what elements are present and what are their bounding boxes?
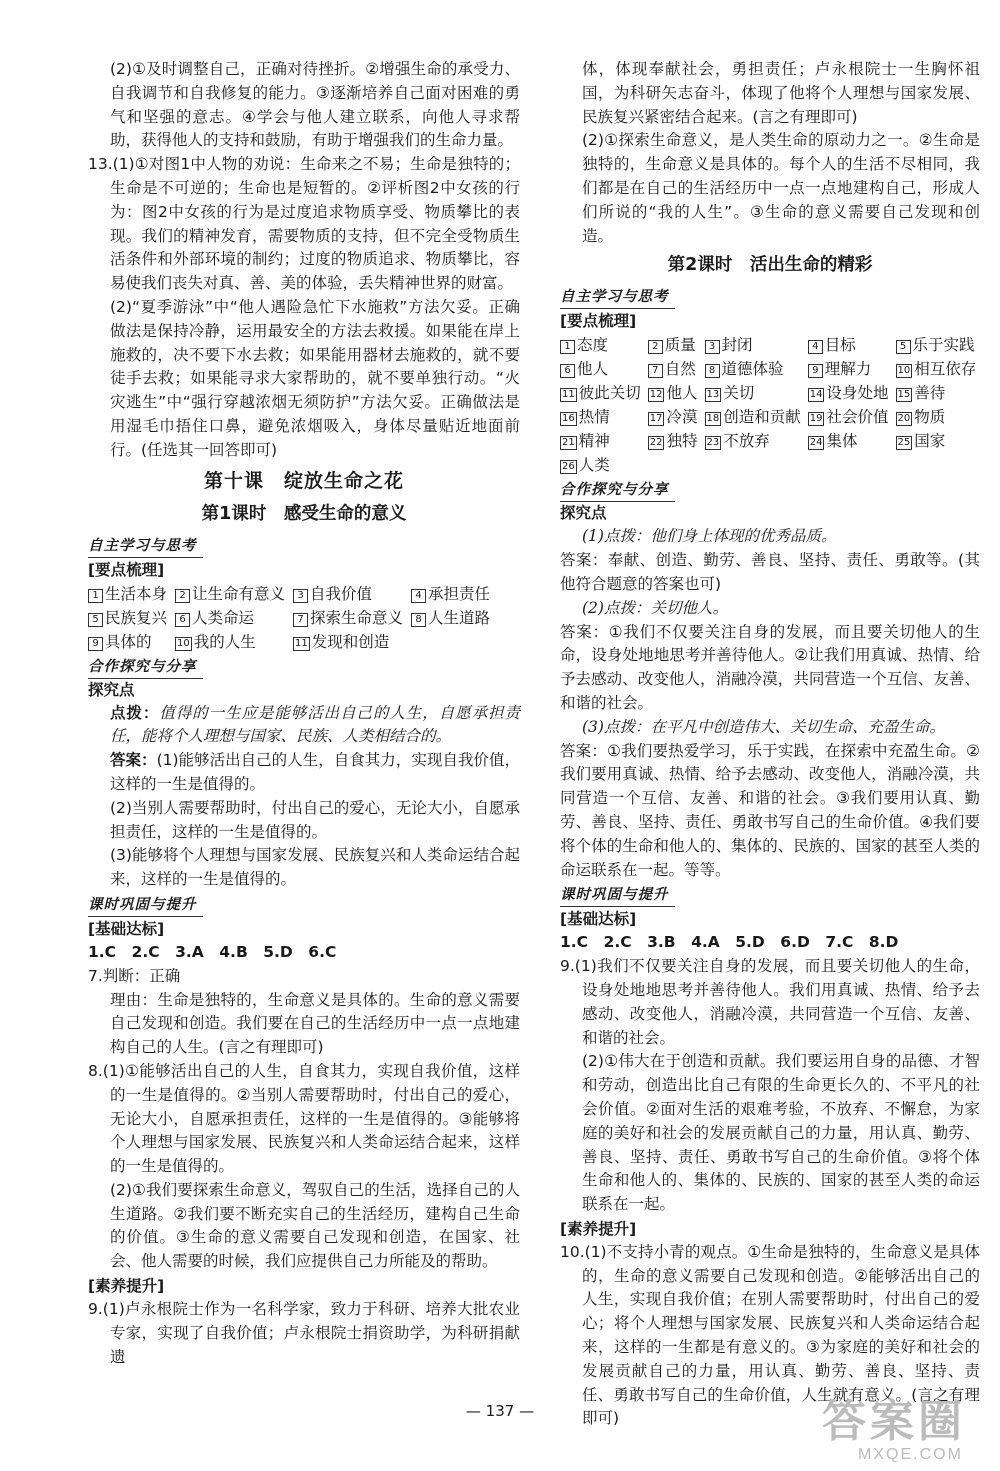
key-point: 19 社会价值 xyxy=(809,408,889,427)
key-point: 18 创造和贡献 xyxy=(706,408,801,427)
hint-paragraph: (3)点拨：在平凡中创造伟大、关切生命、充盈生命。 xyxy=(582,717,945,736)
watermark-logo xyxy=(812,1398,990,1464)
key-point: 12 他人 xyxy=(649,384,698,403)
key-point: 5 民族复兴 xyxy=(88,606,167,630)
key-point: 25 国家 xyxy=(897,432,946,451)
watermark-url: MXQE.COM xyxy=(858,1446,963,1463)
key-point: 20 物质 xyxy=(897,408,946,427)
key-point: 23 不放弃 xyxy=(706,432,770,451)
answer-paragraph: (3)能够将个人理想与国家发展、民族复兴和人类命运结合起来，这样的一生是值得的。 xyxy=(110,846,520,889)
section-heading: 自主学习与思考 xyxy=(88,535,203,558)
answer-paragraph: (2)①我们要探索生命意义，驾驭自己的生活，选择自己的人生道路。②我们要不断充实自己的生活经历，建构自己生命的价值。③生命的意义需要自己发现和创造，在国家、社会、他人需要的时候，我们应提供自己力所能及的帮助。 xyxy=(110,1180,520,1271)
right-column xyxy=(560,58,980,1431)
subsection-tag: [基础达标] xyxy=(560,910,637,929)
key-point: 4 承担责任 xyxy=(411,582,490,606)
watermark-text: 答案圈 xyxy=(822,1396,966,1447)
key-point: 10 相互依存 xyxy=(897,360,977,379)
page-number: — 137 — xyxy=(465,1402,535,1420)
answer-paragraph: 理由：生命是独特的，生命意义是具体的。生命的意义需要自己发现和创造。我们要在自己的生活经历中一点一点地建构自己的人生。(言之有理即可) xyxy=(110,990,520,1057)
answer-paragraph: (2)“夏季游泳”中“他人遇险急忙下水施救”方法欠妥。正确做法是保持冷静，运用最安全的方法去救援。如果能在岸上施救的，决不要下水去救；如果能用器材去施救的，就不要徒手去救；如果能寻求大家帮助的，就不要单独行动。“火灾逃生”中“强行穿越浓烟无须防护”方法欠妥。正确做法是用湿毛巾捂住口鼻，避免浓烟吸入，身体尽量贴近地面前行。(任选其一回答即可) xyxy=(110,297,520,459)
hint-paragraph: 点拨：值得的一生应是能够活出自己的人生，自愿承担责任，能将个人理想与国家、民族、人类相结合的。 xyxy=(110,703,520,746)
answer-paragraph: (2)当别人需要帮助时，付出自己的爱心，无论大小，自愿承担责任，这样的一生是值得的。 xyxy=(110,798,520,841)
key-point: 17 冷漠 xyxy=(649,408,698,427)
hint-paragraph: (2)点拨：关切他人。 xyxy=(582,598,728,617)
key-point: 1 态度 xyxy=(560,333,641,357)
period-title: 第2课时 活出生命的精彩 xyxy=(667,255,873,276)
explore-point-heading: 探究点 xyxy=(88,680,135,699)
left-column xyxy=(88,58,520,1369)
answer-paragraph: 10.(1)不支持小青的观点。①生命是独特的，生命意义是具体的，生命的意义需要自己发现和创造。②能够活出自己的人生，实现自我价值；在别人需要帮助时，付出自己的爱心；将个人理想与国家发展、民族复兴和人类命运结合起来，这样的一生都是有意义的。③为家庭的美好和社会的发展贡献自己的力量，用认真、勤劳、善良、坚持、责任、勇敢书写自己的生命价值，人生就有意义。(言之有理即可) xyxy=(560,1242,980,1428)
key-point: 3 自我价值 xyxy=(293,582,403,606)
answer-paragraph: 7.判断：正确 xyxy=(88,966,181,985)
key-point: 14 设身处地 xyxy=(809,384,889,403)
choice-answers: 1.C 2.C 3.B 4.A 5.D 6.D 7.C 8.D xyxy=(560,933,899,952)
lesson-title: 第十课 绽放生命之花 xyxy=(203,469,404,492)
key-point: 4 目标 xyxy=(808,333,889,357)
key-point: 2 质量 xyxy=(648,333,698,357)
answer-paragraph: (2)①探索生命意义，是人类生命的原动力之一。②生命是独特的，生命意义是具体的。每个人的生活不尽相同，我们都是在自己的生活经历中一点一点地建构自己，形成人们所说的“我的人生”。③生命的意义需要自己发现和创造。 xyxy=(582,131,980,245)
key-point: 24 集体 xyxy=(809,432,858,451)
key-point: 16 热情 xyxy=(562,408,610,427)
answer-paragraph: 9.(1)我们不仅要关注自身的发展，而且要关切他人的生命，设身处地地思考并善待他人。我们用真诚、热情、给予去感动、改变他人，消融冷漠，共同营造一个互信、友善、和谐的社会。 xyxy=(560,957,980,1047)
answer-paragraph: 答案：①我们要热爱学习，乐于实践，在探索中充盈生命。②我们要用真诚、热情、给予去感动、改变他人，消融冷漠，共同营造一个互信、友善、和谐的社会。③我们要用认真、勤劳、善良、坚持、责任、勇敢书写自己的生命价值。④我们要将个体的生命和他人的、集体的、民族的、国家的甚至人类的命运联系在一起。等等。 xyxy=(560,741,980,879)
answer-paragraph: (2)①伟大在于创造和贡献。我们要运用自身的品德、才智和劳动，创造出比自己有限的生命更长久的、不平凡的社会价值。②面对生活的艰难考验，不放弃、不懈怠，为家庭的美好和社会的发展贡献自己的力量，用认真、勤劳、善良、坚持、责任、勇敢书写自己的生命价值。③将个体生命和他人的、集体的、民族的、国家的甚至人类的命运联系在一起。 xyxy=(582,1052,980,1214)
key-point: 11 彼此关切 xyxy=(562,384,641,403)
subsection-tag: [要点梳理] xyxy=(560,312,637,331)
period-title: 第1课时 感受生命的意义 xyxy=(201,503,407,524)
key-point: 9 具体的 xyxy=(88,630,167,654)
key-point: 9 理解力 xyxy=(808,357,889,381)
key-point: 13 关切 xyxy=(706,384,755,403)
key-point: 15 善待 xyxy=(897,384,946,403)
answer-paragraph: 答案：(1)能够活出自己的人生，自食其力，实现自我价值，这样的一生是值得的。 xyxy=(110,751,520,793)
subsection-tag: [素养提升] xyxy=(560,1219,637,1238)
explore-point-heading: 探究点 xyxy=(560,504,607,523)
key-point: 2 让生命有意义 xyxy=(175,582,285,606)
section-heading: 合作探究与分享 xyxy=(560,479,675,502)
section-heading: 合作探究与分享 xyxy=(88,656,203,679)
answer-paragraph: 答案：奉献、创造、勤劳、善良、坚持、责任、勇敢等。(其他符合题意的答案也可) xyxy=(560,551,980,593)
key-point: 8 道德体验 xyxy=(705,357,801,381)
key-point: 1 生活本身 xyxy=(88,582,167,606)
section-heading: 自主学习与思考 xyxy=(560,286,675,309)
answer-paragraph: 13.(1)①对图1中人物的劝说：生命来之不易；生命是独特的；生命是不可逆的；生命也是短暂的。②评析图2中女孩的行为：图2中女孩的行为是过度追求物质享受、物质攀比的表现。我们的精神发育，需要物质的支持，但不完全受物质生活条件和外部环境的制约；过度的物质追求、物质攀比，容易使我们丧失对真、善、美的体验，丢失精神世界的财富。 xyxy=(88,155,520,293)
section-heading: 课时巩固与提升 xyxy=(88,894,203,917)
subsection-tag: [素养提升] xyxy=(88,1277,165,1296)
key-point: 3 封闭 xyxy=(705,333,801,357)
choice-answers: 1.C 2.C 3.A 4.B 5.D 6.C xyxy=(88,942,337,961)
key-point: 5 乐于实践 xyxy=(896,333,977,357)
answer-paragraph: 9.(1)卢永根院士作为一名科学家，致力于科研、培养大批农业专家，实现了自我价值；卢永根院士捐资助学，为科研捐献遗 xyxy=(88,1300,520,1366)
answer-paragraph: 答案：①我们不仅要关注自身的发展，而且要关切他人的生命，设身处地地思考并善待他人。②让我们用真诚、热情、给予去感动、改变他人，消融冷漠，共同营造一个互信、友善、和谐的社会。 xyxy=(560,622,980,712)
key-point: 7 自然 xyxy=(648,357,698,381)
key-points-grid xyxy=(560,333,980,477)
section-heading: 课时巩固与提升 xyxy=(560,884,675,907)
key-point: 21 精神 xyxy=(562,432,610,451)
key-point: 7 探索生命意义 xyxy=(293,606,403,630)
key-point: 10 我的人生 xyxy=(177,632,256,651)
subsection-tag: [基础达标] xyxy=(88,919,165,938)
answer-paragraph: (2)①及时调整自己，正确对待挫折。②增强生命的承受力、自我调节和自我修复的能力。③逐渐培养自己面对困难的勇气和坚强的意志。④学会与他人建立联系，向他人寻求帮助，获得他人的支持和鼓励，有助于增强我们的生命力量。 xyxy=(110,60,520,150)
key-point: 22 独特 xyxy=(649,432,698,451)
key-point: 6 他人 xyxy=(560,357,641,381)
key-point: 11 发现和创造 xyxy=(295,632,390,651)
answer-paragraph: 8.(1)①能够活出自己的人生，自食其力，实现自我价值，这样的一生是值得的。②当别人需要帮助时，付出自己的爱心，无论大小，自愿承担责任，这样的一生是值得的。③能够将个人理想与国家发展、民族复兴和人类命运结合起来，这样的一生是值得的。 xyxy=(88,1061,520,1176)
key-point: 26 人类 xyxy=(562,456,610,475)
key-point: 8 人生道路 xyxy=(411,606,490,630)
key-point: 6 人类命运 xyxy=(175,606,285,630)
answer-paragraph: 体，体现奉献社会，勇担责任；卢永根院士一生胸怀祖国，为科研矢志奋斗，体现了他将个人理想与国家发展、民族复兴紧密结合起来。(言之有理即可) xyxy=(582,60,980,126)
subsection-tag: [要点梳理] xyxy=(88,560,165,579)
hint-paragraph: (1)点拨：他们身上体现的优秀品质。 xyxy=(582,527,837,546)
key-points-grid xyxy=(88,582,520,654)
